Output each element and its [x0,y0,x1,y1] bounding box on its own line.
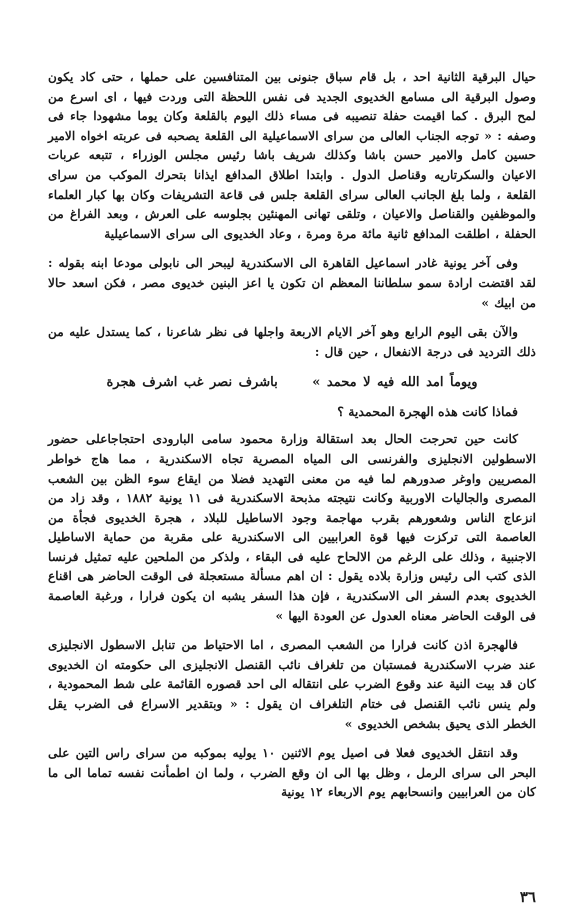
paragraph-1: حيال البرقية الثانية احد ، بل قام سباق جنونى بين المتنافسين على حملها ، حتى كاد يكون وصول البرقية الى مسامع الخديوى الجديد فى نفس اللحظة التى وردت فيها ، اى اسرع من لمح البرق . كما اقيمت حفلة تنصيبه فى مساء ذلك اليوم بالقلعة وكان يوما مشهودا جاء فى وصفه : « توجه الجناب العالى من سراى الاسماعيلية الى القلعة يصحبه فى عربته اخواه الامير حسين كامل والامير حسن باشا وكذلك شريف باشا رئيس مجلس الوزراء ، تتبعه عربات الاعيان والسكرتاريه وقناصل الدول . وابتدا اطلاق المدافع ايذانا بتحرك الموكب من سراى القلعة ، ولما بلغ الجانب العالى سراى القلعة جلس فى قاعة التشريفات وكان بها كبار العلماء والموظفين والقناصل والاعيان ، وتلقى تهانى المهنئين بجلوسه على العرش ، وبعد الفراغ من الحفلة ، اطلقت المدافع ثانية مائة مرة ومرة ، وعاد الخديوى الى سراى الاسماعيلية [48,70,536,241]
verse-first-half: ويوماً امد الله فيه لا محمد » [312,375,478,391]
paragraph-6: وقد انتقل الخديوى فعلا فى اصيل يوم الاثنين ١٠ يوليه بموكبه من سراى راس التين على البحر الى سراى الرمل ، وظل بها الى ان وقع الضرب ، ولما ان اطمأنت نفسه تماما الى ما كان من العرابيين وانسحابهم يوم الاربعاء ١٢ يونية [48,746,536,800]
paragraph-4: كانت حين تحرجت الحال بعد استقالة وزارة محمود سامى البارودى احتجاجاعلى حضور الاسطولين الانجليزى والفرنسى الى المياه المصرية تجاه الاسكندرية ، مما هاج خواطر المصريين واوغر صدورهم لما فيه من معنى التهديد فضلا من ايقاع سوء الظن بين الشعب المصرى والجاليات الاوربية وكانت نتيجته مذبحة الاسكندرية فى ١١ يونية ١٨٨٢ ، وقد زاد من انزعاج الناس وشعورهم بقرب مهاجمة وجود الاساطيل للبلاد ، هجرة الخديوى فجأة من العاصمة التى تركزت فيها قوة العرابيين الى الاسكندرية على مقربة من حماية الاساطيل الاجنبية ، وذلك على الرغم من الالحاح عليه فى البقاء ، ولذكر من الملحين عليه تمثيل فرنسا الذى كتب الى رئيس وزارة بلاده يقول : ان اهم مسألة مستعجلة فى الوقت الحاضر هى اقناع الخديوى بعدم السفر الى الاسكندرية ، فإن هذا السفر يشبه ان يكون فرارا ، ورغبة العاصمة فى الوقت الحاضر معناه العدول عن العودة اليها » [48,432,536,623]
paragraph-3: والآن بقى اليوم الرابع وهو آخر الايام الاربعة واجلها فى نظر شاعرنا ، كما يستدل عليه من ذلك الترديد فى درجة الانفعال ، حين قال : [48,325,536,359]
paragraph-2: وفى آخر يونية غادر اسماعيل القاهرة الى الاسكندرية ليبحر الى نابولى مودعا ابنه بقوله : لقد اقتضت ارادة سمو سلطاننا المعظم ان تكون يا اعز البنين خديوى مصر ، فكن اسعد حالا من ابيك » [48,256,536,310]
paragraph-5: فالهجرة اذن كانت فرارا من الشعب المصرى ، اما الاحتياط من تنابل الاسطول الانجليزى عند ضرب الاسكندرية فمستبان من تلغراف نائب القنصل الانجليزى الى حكومته ان الخديوى كان قد بيت النية عند وقوع الضرب على انتقاله الى احد قصوره القائمة على شط المحمودية ، ولم ينس نائب القنصل فى ختام التلغراف ان يقول : « وبتقدير الاسراع فى الضرب يقل الخطر الذى يحيق بشخص الخديوى » [48,638,536,731]
page-number: ٣٦ [519,888,536,906]
verse-second-half: باشرف نصر غب اشرف هجرة [106,375,278,391]
poem-verse [48,372,536,394]
question-line: فماذا كانت هذه الهجرة المحمدية ؟ [337,404,518,420]
